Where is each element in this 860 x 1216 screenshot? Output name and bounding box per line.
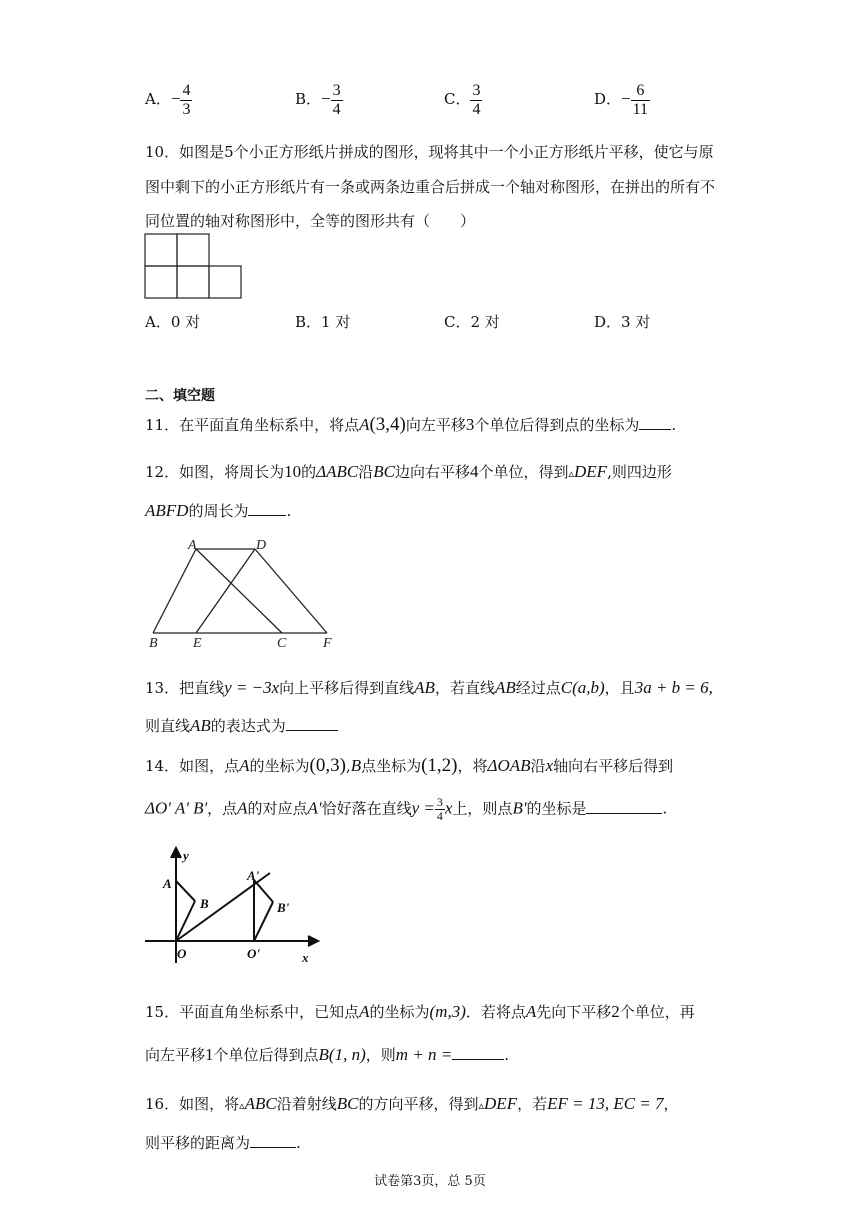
q14-label-o-prime: O' xyxy=(247,946,260,961)
q9-option-b: B．− $\frac{3}{4}$ xyxy=(295,82,341,118)
q14-text-line2: ΔO' A' B'，点A的对应点A'恰好落在直线y = $\frac{3}{4}$ x上，则点B'的坐标是 . xyxy=(145,795,668,824)
q12-text-line1: 12．如图，将周长为10的ΔABC沿BC边向右平移4个单位，得到▵DEF,则四边形 xyxy=(145,462,672,481)
q15-text-line1: 15．平面直角坐标系中，已知点A的坐标为(m,3)．若将点A先向下平移2个单位，再 xyxy=(145,1002,695,1021)
q14-text-line1: 14．如图，点A的坐标为(0,3),B点坐标为(1,2)，将ΔOAB沿x轴向右平移后得到 xyxy=(145,755,674,776)
q16-text-line1: 16．如图，将▵ABC沿着射线BC的方向平移，得到▵DEF，若EF = 13, EC = 7， xyxy=(145,1094,679,1113)
q13-text-line2: 则直线AB的表达式为 xyxy=(145,715,338,736)
q12-label-a: A xyxy=(188,538,197,553)
q11-answer-blank xyxy=(639,415,671,430)
q14-coordinate-figure xyxy=(140,840,325,968)
q14-label-b: B xyxy=(200,896,209,911)
q12-label-e: E xyxy=(193,636,202,651)
q12-label-b: B xyxy=(149,636,158,651)
q9-option-c: C． $\frac{3}{4}$ xyxy=(444,82,481,118)
q14-label-b-prime: B' xyxy=(277,900,290,915)
q10-option-d: D．3 对 xyxy=(594,313,651,331)
q15-answer-blank xyxy=(452,1045,504,1060)
q9-option-a: A．− $\frac{4}{3}$ xyxy=(145,82,191,118)
q16-answer-blank xyxy=(250,1133,296,1148)
q10-text-line1: 10．如图是5个小正方形纸片拼成的图形，现将其中一个小正方形纸片平移，使它与原 xyxy=(145,143,714,161)
q14-label-o: O xyxy=(177,946,187,961)
q14-label-a: A xyxy=(163,876,172,891)
q10-option-b: B．1 对 xyxy=(295,313,351,331)
page-footer: 试卷第3页，总 5页 xyxy=(374,1174,486,1189)
q14-axis-label-y: y xyxy=(183,848,189,863)
q13-text-line1: 13．把直线y = −3x向上平移后得到直线AB，若直线AB经过点C(a,b)，且3a + b = 6, xyxy=(145,678,713,697)
q14-label-a-prime: A' xyxy=(247,868,260,883)
q10-option-a: A．0 对 xyxy=(145,313,201,331)
q14-axis-label-x: x xyxy=(302,950,309,965)
q10-text-line2: 图中剩下的小正方形纸片有一条或两条边重合后拼成一个轴对称图形，在拼出的所有不 xyxy=(145,178,716,196)
q12-label-f: F xyxy=(323,636,332,651)
q16-text-line2: 则平移的距离为 . xyxy=(145,1134,301,1152)
q10-option-c: C．2 对 xyxy=(444,313,500,331)
q12-answer-blank xyxy=(248,501,286,516)
q13-answer-blank xyxy=(286,716,338,731)
q12-text-line2: ABFD的周长为 . xyxy=(145,501,292,520)
q11-text: 11．在平面直角坐标系中，将点A(3,4)向左平移3个单位后得到点的坐标为 . xyxy=(145,414,677,435)
section-heading: 二、填空题 xyxy=(145,388,215,404)
q12-translation-figure xyxy=(140,538,340,653)
q12-label-d: D xyxy=(256,538,267,553)
q9-option-d: D．− $\frac{6}{11}$ xyxy=(594,82,649,118)
q15-text-line2: 向左平移1个单位后得到点B(1, n)，则m + n = . xyxy=(145,1045,510,1064)
q12-label-c: C xyxy=(277,636,287,651)
q10-squares-figure xyxy=(144,233,244,301)
q14-answer-blank xyxy=(586,799,662,814)
q10-text-line3: 同位置的轴对称图形中，全等的图形共有（ ） xyxy=(145,212,476,230)
